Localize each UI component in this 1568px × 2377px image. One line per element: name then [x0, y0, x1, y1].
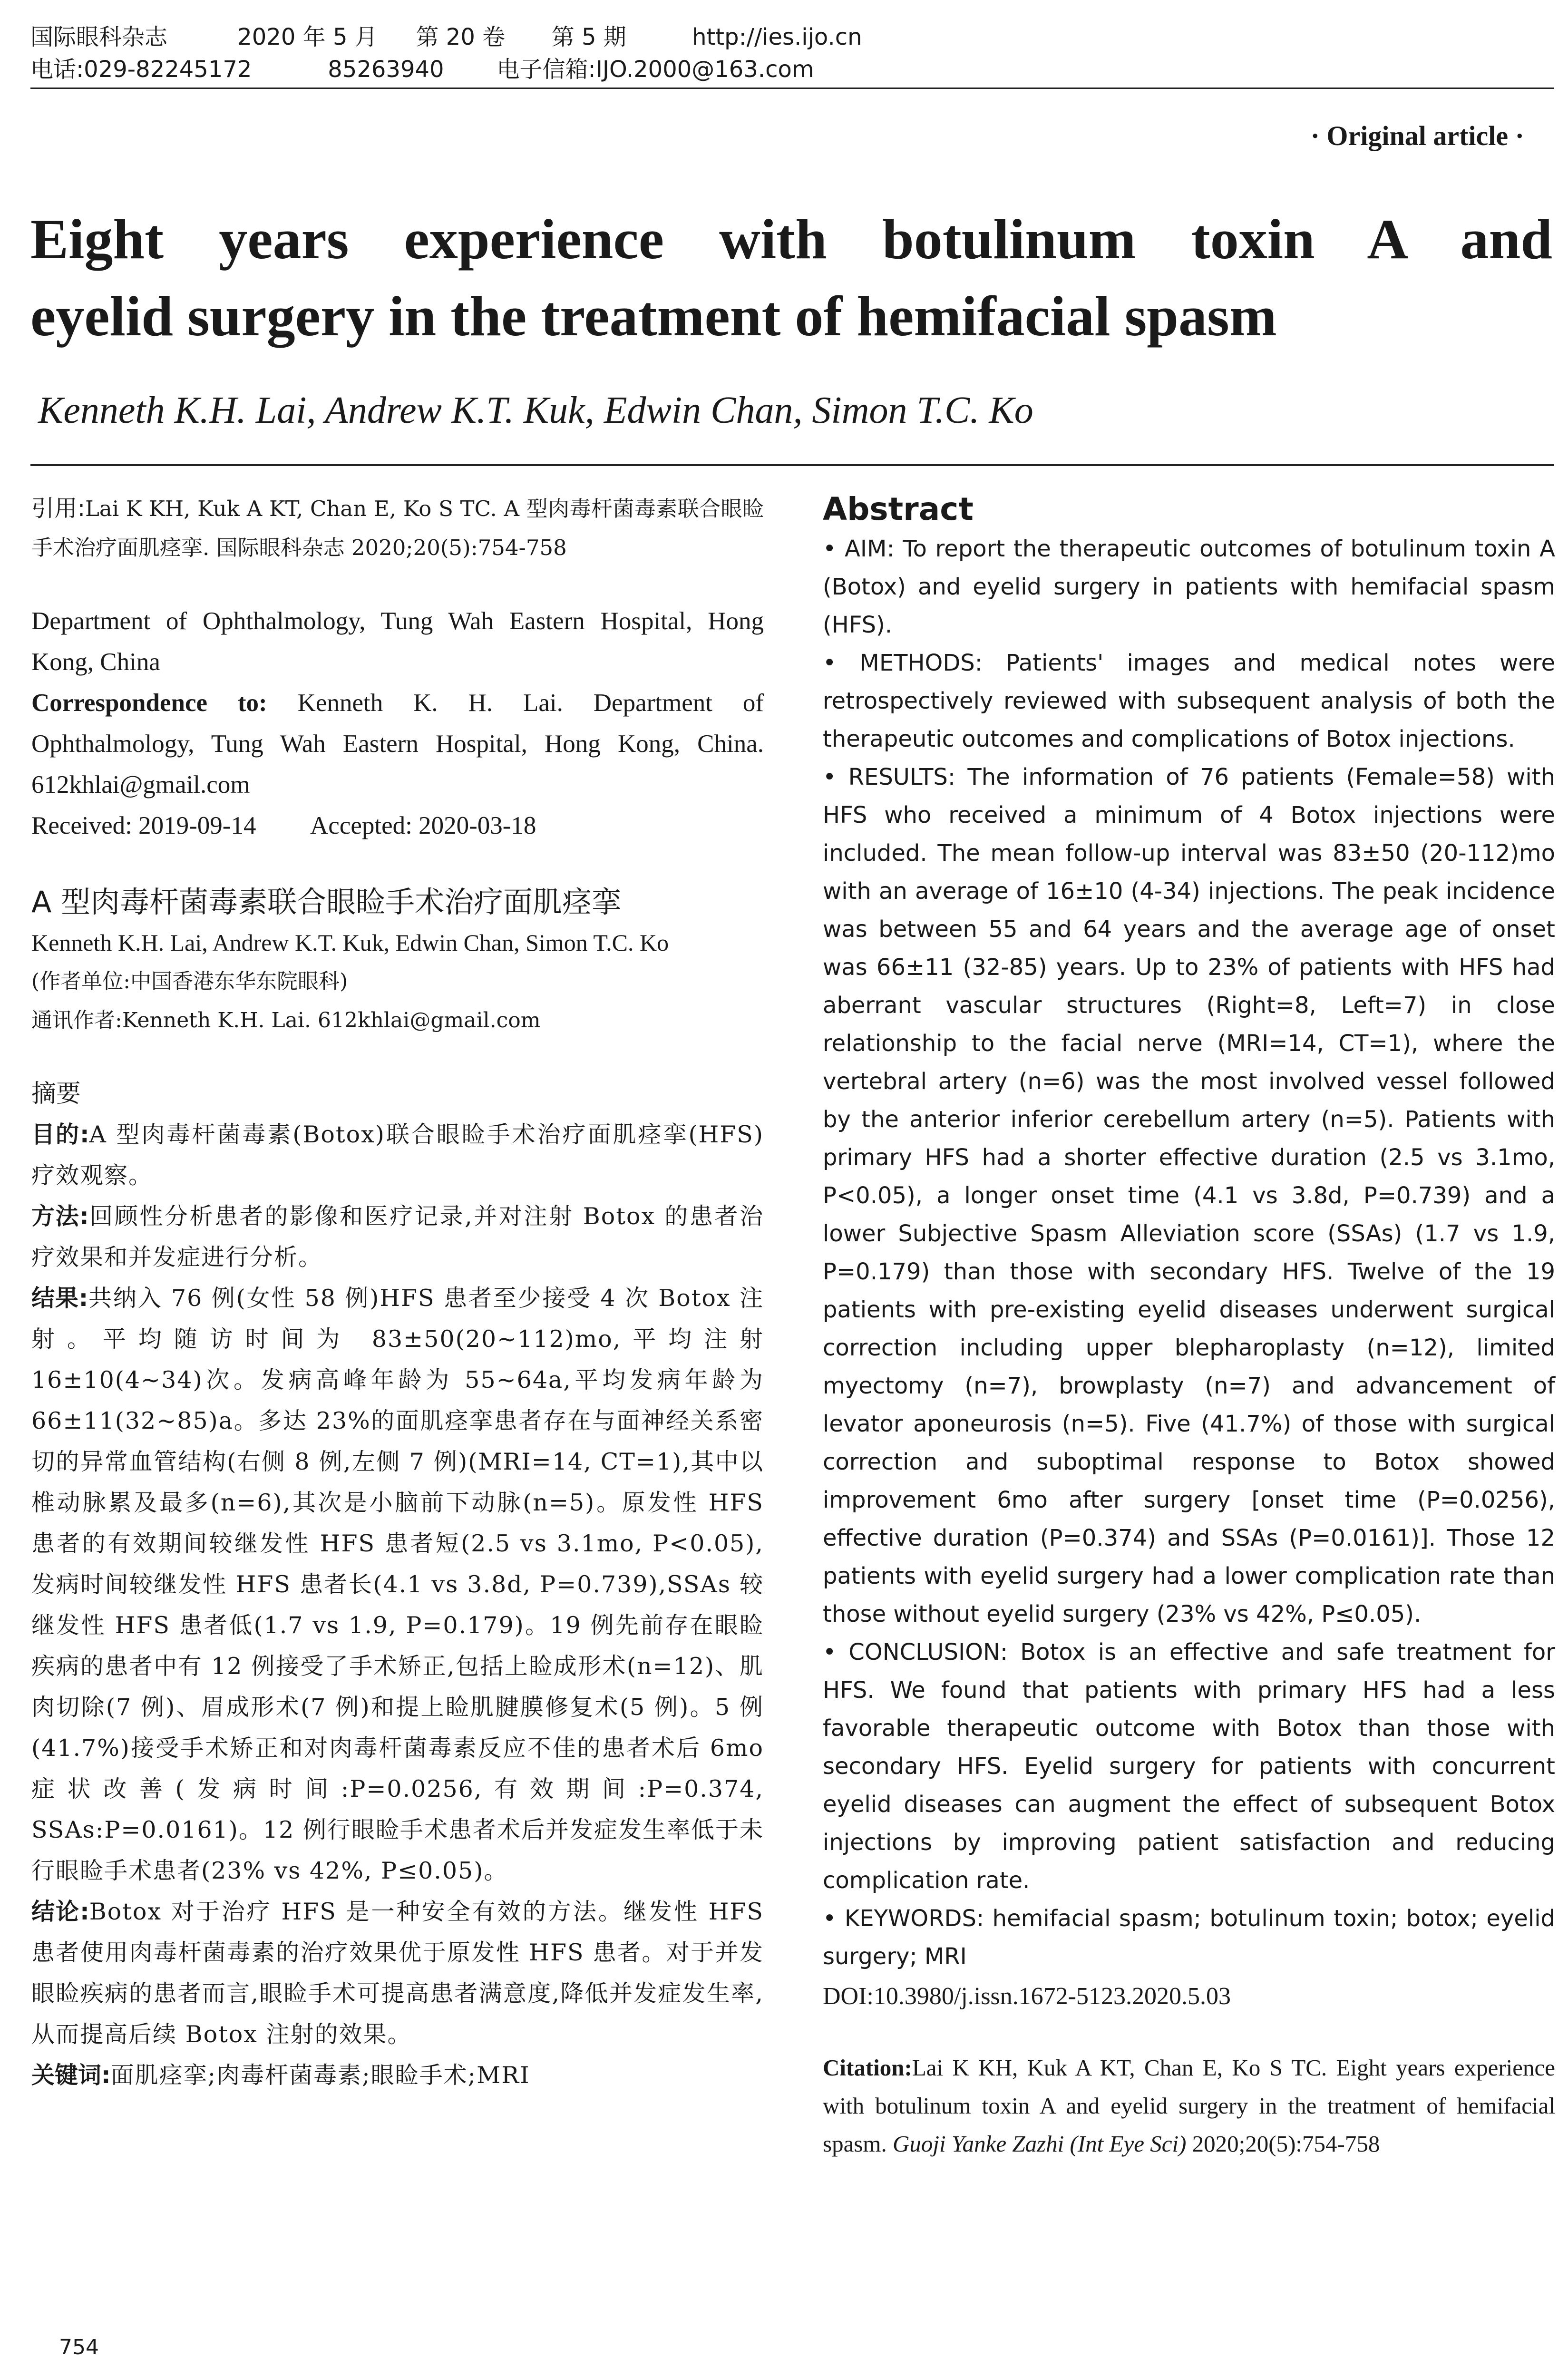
cite-text: Lai K KH, Kuk A KT, Chan E, Ko S TC. A 型肉毒杆菌毒素联合眼睑手术治疗面肌痉挛. 国际眼科杂志 2020;20(5):754-758	[31, 496, 764, 560]
results-text: The information of 76 patients (Female=58) with HFS who received a minimum of 4 Botox injections were included. The mean follow-up interval was 83±50 (20-112)mo with an average of 16±10 (4-34) injections. The peak incidence was between 55 and 64 years and the average age of onset was 66±11 (32-85) years. Up to 23% of patients with HFS had aberrant vascular structures (Right=8, Left=7) in close relationship to the facial nerve (MRI=14, CT=1), where the vertebral artery (n=6) was the most involved vessel followed by the anterior inferior cerebellum artery (n=5). Patients with primary HFS had a shorter effective duration (2.5 vs 3.1mo, P<0.05), a longer onset time (4.1 vs 3.8d, P=0.739) and a lower Subjective Spasm Alleviation score (SSAs) (1.7 vs 1.9, P=0.179) than those with secondary HFS. Twelve of the 19 patients with pre-existing eyelid diseases underwent surgical correction including upper blepharoplasty (n=12), limited myectomy (n=7), browplasty (n=7) and advancement of levator aponeurosis (n=5). Five (41.7%) of those with surgical correction and suboptimal response to Botox showed improvement 6mo after surgery [onset time (P=0.0256), effective duration (P=0.374) and SSAs (P=0.0161)]. Those 12 patients with eyelid surgery had a lower complication rate than those without eyelid surgery (23% vs 42%, P≤0.05).	[823, 764, 1555, 1627]
abstract-results	[823, 758, 1555, 1633]
citation	[823, 2049, 1555, 2163]
title-line-1: Eight years experience with botulinum toxin A and	[30, 207, 1552, 271]
page-number: 754	[59, 2335, 99, 2359]
keywords-text: hemifacial spasm; botulinum toxin; botox; eyelid surgery; MRI	[823, 1905, 1555, 1970]
cn-aim	[31, 1114, 764, 1196]
author-list: Kenneth K.H. Lai, Andrew K.T. Kuk, Edwin Chan, Simon T.C. Ko	[38, 390, 1033, 431]
author-unit: (作者单位:中国香港东华东院眼科)	[31, 969, 348, 994]
methods-text: Patients' images and medical notes were retrospectively reviewed with subsequent analysis of both the therapeutic outcomes and complications of Botox injections.	[823, 650, 1555, 752]
cite-label: 引用:	[31, 495, 86, 522]
doi[interactable]: DOI:10.3980/j.issn.1672-5123.2020.5.03	[823, 1983, 1231, 2010]
abstract-heading: Abstract	[823, 491, 974, 527]
keywords-label: • KEYWORDS:	[823, 1905, 984, 1932]
masthead-line-2	[30, 53, 1552, 86]
journal-url[interactable]: http://ies.ijo.cn	[692, 24, 862, 50]
left-column	[31, 489, 764, 2096]
conclusion-text: Botox is an effective and safe treatment for HFS. We found that patients with primary HFS had a less favorable therapeutic outcome with Botox than those with secondary HFS. Eyelid surgery for patients with concurrent eyelid diseases can augment the effect of subsequent Botox injections by improving patient satisfaction and reducing complication rate.	[823, 1639, 1555, 1894]
conclusion-label: • CONCLUSION:	[823, 1639, 1008, 1666]
accepted-date: Accepted: 2020-03-18	[310, 812, 536, 839]
results-label: • RESULTS:	[823, 764, 956, 790]
cn-conclusion-label: 结论:	[31, 1898, 89, 1925]
masthead-rule	[30, 88, 1554, 89]
cn-methods-label: 方法:	[31, 1203, 89, 1230]
cn-conclusion	[31, 1891, 764, 2055]
journal-masthead	[30, 21, 1552, 86]
cn-keywords-label: 关键词:	[31, 2062, 111, 2089]
issue-number: 第 5 期	[551, 24, 626, 50]
title-line-2: eyelid surgery in the treatment of hemifacial spasm	[30, 284, 1277, 348]
cn-aim-label: 目的:	[31, 1121, 89, 1148]
chinese-author-list: Kenneth K.H. Lai, Andrew K.T. Kuk, Edwin Chan, Simon T.C. Ko	[31, 929, 669, 956]
right-column	[823, 489, 1555, 2163]
methods-label: • METHODS:	[823, 650, 983, 676]
cn-results-label: 结果:	[31, 1285, 88, 1312]
title-rule	[30, 464, 1554, 466]
abstract-keywords	[823, 1900, 1555, 1976]
affiliation: Department of Ophthalmology, Tung Wah Eastern Hospital, Hong Kong, China	[31, 607, 764, 676]
citation-label: Citation:	[823, 2055, 912, 2081]
chinese-title: A 型肉毒杆菌毒素联合眼睑手术治疗面肌痉挛	[31, 885, 622, 919]
dates	[31, 805, 764, 846]
aim-text: To report the therapeutic outcomes of botulinum toxin A (Botox) and eyelid surgery in patients with hemifacial spasm (HFS).	[823, 536, 1555, 638]
correspondence	[31, 682, 764, 805]
cn-aim-text: A 型肉毒杆菌毒素(Botox)联合眼睑手术治疗面肌痉挛(HFS)疗效观察。	[31, 1121, 764, 1189]
journal-phone-2: 85263940	[328, 56, 444, 83]
received-date: Received: 2019-09-14	[31, 812, 256, 839]
cn-results	[31, 1278, 764, 1891]
corresponding-author[interactable]: 通讯作者:Kenneth K.H. Lai. 612khlai@gmail.com	[31, 1008, 541, 1033]
cn-methods-text: 回顾性分析患者的影像和医疗记录,并对注射 Botox 的患者治疗效果和并发症进行分析。	[31, 1203, 764, 1271]
abstract-methods	[823, 644, 1555, 758]
chinese-citation	[31, 489, 764, 567]
volume: 第 20 卷	[416, 24, 506, 50]
abstract-aim	[823, 530, 1555, 644]
correspondence-label: Correspondence to:	[31, 689, 267, 717]
citation-journal: Guoji Yanke Zazhi (Int Eye Sci)	[893, 2131, 1187, 2157]
aim-label: • AIM:	[823, 536, 895, 562]
abstract-conclusion	[823, 1633, 1555, 1900]
cn-methods	[31, 1196, 764, 1278]
article-title	[30, 201, 1552, 355]
citation-tail: 2020;20(5):754-758	[1192, 2131, 1380, 2157]
chinese-abstract-heading: 摘要	[31, 1080, 81, 1108]
issue-date: 2020 年 5 月	[237, 24, 378, 50]
cn-results-text: 共纳入 76 例(女性 58 例)HFS 患者至少接受 4 次 Botox 注射。平均随访时间为 83±50(20~112)mo,平均注射 16±10(4~34)次。发病高峰年龄为 55~64a,平均发病年龄为 66±11(32~85)a。多达 23%的面肌痉挛患者存在与面神经关系密切的异常血管结构(右侧 8 例,左侧 7 例)(MRI=14, CT=1),其中以椎动脉累及最多(n=6),其次是小脑前下动脉(n=5)。原发性 HFS 患者的有效期间较继发性 HFS 患者短(2.5 vs 3.1mo, P<0.05),发病时间较继发性 HFS 患者长(4.1 vs 3.8d, P=0.739),SSAs 较继发性 HFS 患者低(1.7 vs 1.9, P=0.179)。19 例先前存在眼睑疾病的患者中有 12 例接受了手术矫正,包括上睑成形术(n=12)、肌肉切除(7 例)、眉成形术(7 例)和提上睑肌腱膜修复术(5 例)。5 例(41.7%)接受手术矫正和对肉毒杆菌毒素反应不佳的患者术后 6mo 症状改善(发病时间:P=0.0256,有效期间:P=0.374, SSAs:P=0.0161)。12 例行眼睑手术患者术后并发症发生率低于未行眼睑手术患者(23% vs 42%, P≤0.05)。	[31, 1285, 764, 1884]
masthead-line-1	[30, 21, 1552, 53]
cn-keywords	[31, 2055, 764, 2096]
section-label: · Original article ·	[1310, 120, 1524, 151]
journal-name: 国际眼科杂志	[30, 24, 168, 50]
journal-email[interactable]: 电子信箱:IJO.2000@163.com	[497, 56, 814, 83]
citation-text: Lai K KH, Kuk A KT, Chan E, Ko S TC. Eight years experience with botulinum toxin A and eyelid surgery in the treatment of hemifacial spasm.	[823, 2055, 1555, 2157]
cn-conclusion-text: Botox 对于治疗 HFS 是一种安全有效的方法。继发性 HFS 患者使用肉毒杆菌毒素的治疗效果优于原发性 HFS 患者。对于并发眼睑疾病的患者而言,眼睑手术可提高患者满意度,降低并发症发生率,从而提高后续 Botox 注射的效果。	[31, 1898, 764, 2048]
correspondence-text[interactable]: Kenneth K. H. Lai. Department of Ophthalmology, Tung Wah Eastern Hospital, Hong Kong, China. 612khlai@gmail.com	[31, 689, 764, 799]
journal-phone: 电话:029-82245172	[30, 56, 252, 83]
cn-keywords-text: 面肌痉挛;肉毒杆菌毒素;眼睑手术;MRI	[110, 2062, 530, 2089]
